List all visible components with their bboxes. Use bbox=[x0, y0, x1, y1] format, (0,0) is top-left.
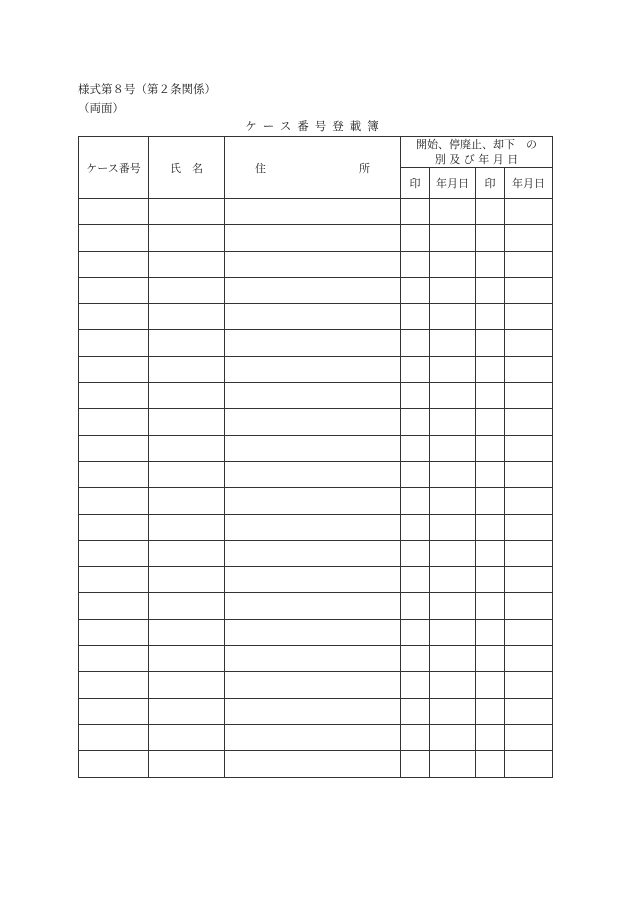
seal-cell-1 bbox=[401, 225, 430, 251]
date-cell-1 bbox=[430, 619, 476, 645]
date-cell-1 bbox=[430, 751, 476, 777]
table-row bbox=[79, 304, 553, 330]
name-cell bbox=[149, 593, 225, 619]
form-side-line: （両面） bbox=[78, 101, 124, 115]
name-cell bbox=[149, 646, 225, 672]
case-number-cell bbox=[79, 567, 149, 593]
table-row bbox=[79, 225, 553, 251]
date-cell-1 bbox=[430, 225, 476, 251]
date-cell-1 bbox=[430, 409, 476, 435]
address-cell bbox=[225, 540, 401, 566]
date-cell-2 bbox=[505, 225, 553, 251]
seal-cell-2 bbox=[476, 672, 505, 698]
table-row bbox=[79, 593, 553, 619]
name-cell bbox=[149, 383, 225, 409]
case-number-cell bbox=[79, 409, 149, 435]
name-cell bbox=[149, 435, 225, 461]
date-cell-1 bbox=[430, 540, 476, 566]
seal-cell-2 bbox=[476, 199, 505, 225]
table-row bbox=[79, 199, 553, 225]
seal-cell-1 bbox=[401, 304, 430, 330]
date-cell-2 bbox=[505, 277, 553, 303]
address-cell bbox=[225, 646, 401, 672]
case-number-cell bbox=[79, 199, 149, 225]
address-cell bbox=[225, 225, 401, 251]
seal-cell-2 bbox=[476, 619, 505, 645]
address-cell bbox=[225, 356, 401, 382]
name-cell bbox=[149, 330, 225, 356]
header-address bbox=[225, 137, 401, 199]
seal-cell-2 bbox=[476, 277, 505, 303]
address-cell bbox=[225, 383, 401, 409]
seal-cell-2 bbox=[476, 540, 505, 566]
case-number-cell bbox=[79, 304, 149, 330]
date-cell-2 bbox=[505, 567, 553, 593]
address-cell bbox=[225, 724, 401, 750]
date-cell-2 bbox=[505, 514, 553, 540]
seal-cell-1 bbox=[401, 672, 430, 698]
date-cell-2 bbox=[505, 304, 553, 330]
table-row bbox=[79, 540, 553, 566]
seal-cell-2 bbox=[476, 488, 505, 514]
name-cell bbox=[149, 277, 225, 303]
address-cell bbox=[225, 593, 401, 619]
date-cell-2 bbox=[505, 435, 553, 461]
name-cell bbox=[149, 304, 225, 330]
date-cell-1 bbox=[430, 514, 476, 540]
address-cell bbox=[225, 330, 401, 356]
seal-cell-2 bbox=[476, 698, 505, 724]
seal-cell-2 bbox=[476, 383, 505, 409]
seal-cell-1 bbox=[401, 593, 430, 619]
case-number-cell bbox=[79, 251, 149, 277]
header-status-line2: 別 及 び 年 月 日 bbox=[434, 153, 519, 166]
seal-cell-1 bbox=[401, 567, 430, 593]
table-row bbox=[79, 567, 553, 593]
seal-cell-1 bbox=[401, 251, 430, 277]
name-cell bbox=[149, 225, 225, 251]
name-cell bbox=[149, 461, 225, 487]
name-cell bbox=[149, 199, 225, 225]
date-cell-2 bbox=[505, 461, 553, 487]
subheader-seal-2: 印 bbox=[476, 168, 505, 199]
name-cell bbox=[149, 514, 225, 540]
table-row bbox=[79, 646, 553, 672]
table-row bbox=[79, 356, 553, 382]
seal-cell-1 bbox=[401, 277, 430, 303]
seal-cell-1 bbox=[401, 540, 430, 566]
name-cell bbox=[149, 672, 225, 698]
date-cell-2 bbox=[505, 383, 553, 409]
name-cell bbox=[149, 356, 225, 382]
table-row bbox=[79, 251, 553, 277]
name-cell bbox=[149, 619, 225, 645]
seal-cell-2 bbox=[476, 409, 505, 435]
header-status bbox=[401, 137, 553, 168]
table-row bbox=[79, 751, 553, 777]
subheader-date-1: 年月日 bbox=[430, 168, 476, 199]
case-number-cell bbox=[79, 672, 149, 698]
seal-cell-1 bbox=[401, 409, 430, 435]
seal-cell-2 bbox=[476, 724, 505, 750]
date-cell-1 bbox=[430, 277, 476, 303]
header-case-number: ケース番号 bbox=[79, 137, 149, 199]
seal-cell-1 bbox=[401, 356, 430, 382]
date-cell-1 bbox=[430, 304, 476, 330]
name-cell bbox=[149, 567, 225, 593]
seal-cell-1 bbox=[401, 199, 430, 225]
date-cell-1 bbox=[430, 593, 476, 619]
address-cell bbox=[225, 277, 401, 303]
seal-cell-2 bbox=[476, 593, 505, 619]
seal-cell-2 bbox=[476, 225, 505, 251]
date-cell-2 bbox=[505, 724, 553, 750]
date-cell-1 bbox=[430, 488, 476, 514]
case-number-cell bbox=[79, 698, 149, 724]
date-cell-2 bbox=[505, 619, 553, 645]
name-cell bbox=[149, 698, 225, 724]
date-cell-1 bbox=[430, 330, 476, 356]
table-row bbox=[79, 435, 553, 461]
case-number-cell bbox=[79, 619, 149, 645]
name-cell bbox=[149, 724, 225, 750]
header-address-part2: 所 bbox=[359, 161, 370, 175]
seal-cell-1 bbox=[401, 330, 430, 356]
seal-cell-1 bbox=[401, 646, 430, 672]
address-cell bbox=[225, 514, 401, 540]
seal-cell-2 bbox=[476, 567, 505, 593]
seal-cell-2 bbox=[476, 646, 505, 672]
address-cell bbox=[225, 304, 401, 330]
seal-cell-1 bbox=[401, 619, 430, 645]
case-number-cell bbox=[79, 540, 149, 566]
seal-cell-2 bbox=[476, 461, 505, 487]
table-row bbox=[79, 619, 553, 645]
table-row bbox=[79, 724, 553, 750]
name-cell bbox=[149, 251, 225, 277]
form-number-line: 様式第８号（第２条関係） bbox=[78, 82, 216, 96]
case-number-cell bbox=[79, 593, 149, 619]
register-rows bbox=[79, 199, 553, 778]
case-number-cell bbox=[79, 330, 149, 356]
case-number-cell bbox=[79, 383, 149, 409]
seal-cell-1 bbox=[401, 383, 430, 409]
case-number-cell bbox=[79, 488, 149, 514]
name-cell bbox=[149, 751, 225, 777]
case-number-cell bbox=[79, 751, 149, 777]
seal-cell-2 bbox=[476, 251, 505, 277]
subheader-seal-1: 印 bbox=[401, 168, 430, 199]
date-cell-2 bbox=[505, 330, 553, 356]
date-cell-2 bbox=[505, 672, 553, 698]
date-cell-1 bbox=[430, 435, 476, 461]
name-cell bbox=[149, 488, 225, 514]
header-name: 氏 名 bbox=[149, 137, 225, 199]
seal-cell-2 bbox=[476, 514, 505, 540]
date-cell-1 bbox=[430, 698, 476, 724]
date-cell-1 bbox=[430, 724, 476, 750]
seal-cell-1 bbox=[401, 751, 430, 777]
date-cell-2 bbox=[505, 199, 553, 225]
address-cell bbox=[225, 251, 401, 277]
date-cell-2 bbox=[505, 593, 553, 619]
seal-cell-1 bbox=[401, 698, 430, 724]
case-number-cell bbox=[79, 225, 149, 251]
address-cell bbox=[225, 409, 401, 435]
date-cell-2 bbox=[505, 409, 553, 435]
name-cell bbox=[149, 540, 225, 566]
seal-cell-2 bbox=[476, 435, 505, 461]
date-cell-2 bbox=[505, 540, 553, 566]
seal-cell-2 bbox=[476, 356, 505, 382]
date-cell-1 bbox=[430, 251, 476, 277]
register-table bbox=[78, 136, 553, 778]
table-row bbox=[79, 488, 553, 514]
date-cell-2 bbox=[505, 646, 553, 672]
date-cell-1 bbox=[430, 356, 476, 382]
address-cell bbox=[225, 461, 401, 487]
table-row bbox=[79, 461, 553, 487]
case-number-cell bbox=[79, 461, 149, 487]
address-cell bbox=[225, 751, 401, 777]
seal-cell-1 bbox=[401, 461, 430, 487]
table-row bbox=[79, 277, 553, 303]
header-address-part1: 住 bbox=[255, 161, 266, 175]
seal-cell-1 bbox=[401, 435, 430, 461]
seal-cell-1 bbox=[401, 488, 430, 514]
table-row bbox=[79, 698, 553, 724]
date-cell-2 bbox=[505, 356, 553, 382]
case-number-cell bbox=[79, 646, 149, 672]
address-cell bbox=[225, 488, 401, 514]
header-status-line1: 開始、停廃止、却下 の bbox=[416, 138, 537, 151]
document-title: ケース番号登載簿 bbox=[245, 119, 385, 133]
case-number-cell bbox=[79, 356, 149, 382]
case-number-cell bbox=[79, 724, 149, 750]
case-number-cell bbox=[79, 435, 149, 461]
address-cell bbox=[225, 567, 401, 593]
seal-cell-2 bbox=[476, 304, 505, 330]
seal-cell-1 bbox=[401, 514, 430, 540]
case-number-cell bbox=[79, 277, 149, 303]
date-cell-1 bbox=[430, 567, 476, 593]
address-cell bbox=[225, 619, 401, 645]
date-cell-1 bbox=[430, 461, 476, 487]
seal-cell-1 bbox=[401, 724, 430, 750]
date-cell-1 bbox=[430, 199, 476, 225]
date-cell-1 bbox=[430, 672, 476, 698]
subheader-date-2: 年月日 bbox=[505, 168, 553, 199]
address-cell bbox=[225, 672, 401, 698]
table-row bbox=[79, 672, 553, 698]
table-row bbox=[79, 409, 553, 435]
address-cell bbox=[225, 199, 401, 225]
date-cell-2 bbox=[505, 488, 553, 514]
table-row bbox=[79, 383, 553, 409]
date-cell-2 bbox=[505, 751, 553, 777]
address-cell bbox=[225, 698, 401, 724]
date-cell-1 bbox=[430, 646, 476, 672]
seal-cell-2 bbox=[476, 330, 505, 356]
table-row bbox=[79, 514, 553, 540]
date-cell-2 bbox=[505, 251, 553, 277]
case-number-cell bbox=[79, 514, 149, 540]
name-cell bbox=[149, 409, 225, 435]
table-row bbox=[79, 330, 553, 356]
seal-cell-2 bbox=[476, 751, 505, 777]
date-cell-2 bbox=[505, 698, 553, 724]
address-cell bbox=[225, 435, 401, 461]
date-cell-1 bbox=[430, 383, 476, 409]
